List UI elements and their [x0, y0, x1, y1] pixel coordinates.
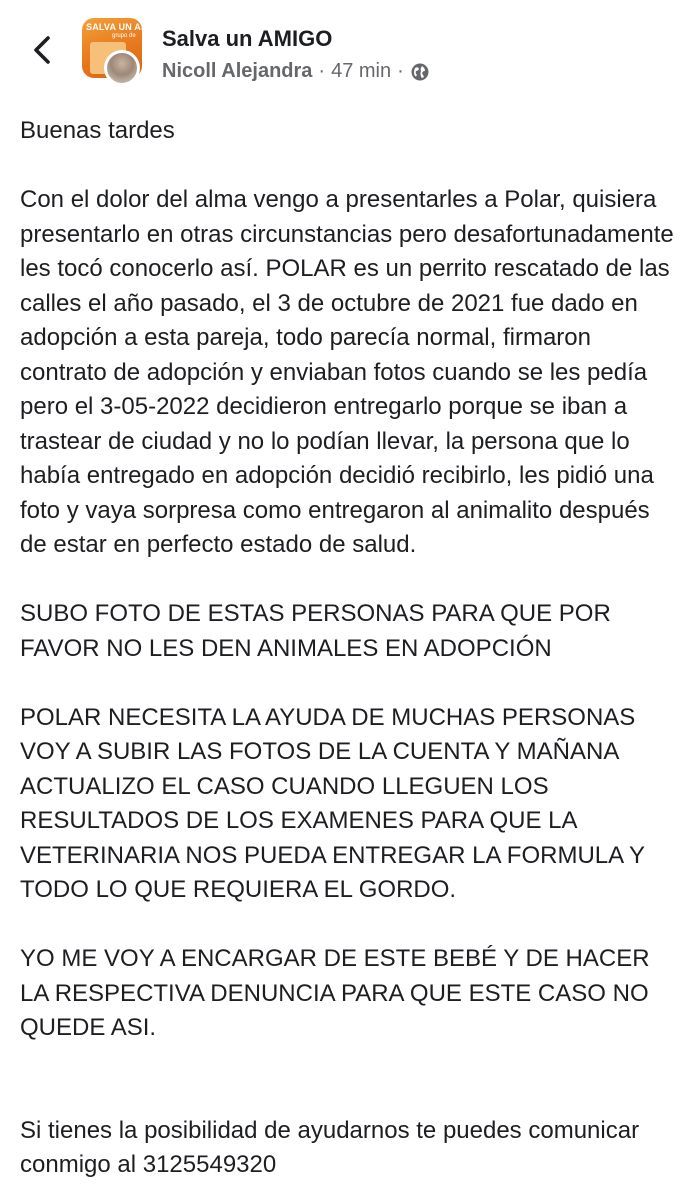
- globe-icon: [410, 62, 430, 82]
- post-body: [20, 114, 680, 1183]
- post-paragraph: POLAR NECESITA LA AYUDA DE MUCHAS PERSONAS VOY A SUBIR LAS FOTOS DE LA CUENTA Y MAÑANA ACTUALIZO EL CASO CUANDO LLEGUEN LOS RESULTADOS DE LOS EXAMENES PARA QUE LA VETERINARIA NOS PUEDA ENTREGAR LA FORMULA Y TODO LO QUE REQUIERA EL GORDO.: [20, 703, 645, 903]
- author-avatar[interactable]: [104, 50, 140, 86]
- post-header: [0, 0, 695, 98]
- post-paragraph: Buenas tardes: [20, 117, 175, 144]
- post-paragraph: YO ME VOY A ENCARGAR DE ESTE BEBÉ Y DE HACER LA RESPECTIVA DENUNCIA PARA QUE ESTE CASO NO QUEDE ASI.: [20, 945, 650, 1041]
- back-button[interactable]: [22, 28, 62, 72]
- post-meta: [162, 60, 430, 83]
- group-logo-subtext: grupo de: [112, 33, 136, 39]
- meta-separator: ·: [397, 60, 404, 82]
- post-timestamp[interactable]: 47 min: [331, 60, 392, 82]
- author-name-link[interactable]: Nicoll Alejandra: [162, 60, 313, 82]
- group-name-link[interactable]: Salva un AMIGO: [162, 26, 333, 51]
- meta-separator: ·: [318, 60, 326, 82]
- chevron-left-icon: [32, 35, 52, 65]
- group-logo-text: SALVA UN AMIGO: [86, 22, 166, 32]
- post-paragraph: SUBO FOTO DE ESTAS PERSONAS PARA QUE POR FAVOR NO LES DEN ANIMALES EN ADOPCIÓN: [20, 600, 611, 662]
- post-paragraph: Con el dolor del alma vengo a presentarles a Polar, quisiera presentarlo en otras circunstancias pero desafortunadamente les tocó conocerlo así. POLAR es un perrito rescatado de las calles el año pasado, el 3 de octubre de 2021 fue dado en adopción a esta pareja, todo parecía normal, firmaron contrato de adopción y enviaban fotos cuando se les pedía pero el 3-05-2022 decidieron entregarlo porque se iban a trastear de ciudad y no lo podían llevar, la persona que lo había entregado en adopción decidió recibirlo, les pidió una foto y vaya sorpresa como entregaron al animalito después de estar en perfecto estado de salud.: [20, 186, 674, 558]
- post-paragraph: Si tienes la posibilidad de ayudarnos te puedes comunicar conmigo al 3125549320: [20, 1116, 640, 1178]
